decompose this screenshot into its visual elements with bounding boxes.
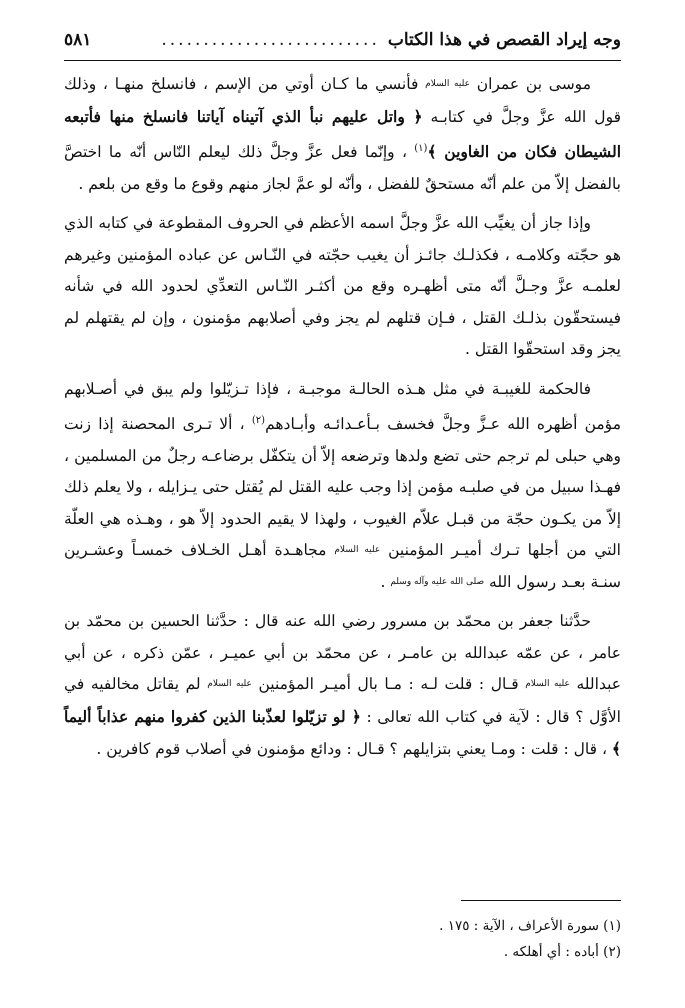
honorific: عليه السلام [334,545,381,556]
honorific: عليه السلام [425,79,470,89]
text-segment: لم يقاتل مخالفيه في الأوَّل ؟ قال : لآية في كتاب الله تعالى : [64,675,621,726]
text-segment: حدَّثنا جعفر بن محمّد بن مسرور رضي الله عنه قال : حدَّثنا الحسين بن محمّد بن عامر ، عن عمّه عبدالله بن عامـر ، عن محمّد بن أبي عميـر ، عمّن ذكره ، عن أبي عبدالله [64,612,621,694]
footnote-ref: (٢) [251,415,266,427]
footnotes [64,900,621,965]
text-segment: ، وإنّما فعل عزَّ وجلَّ ذلك ليعلم النّاس أنّه ما اختصَّ بالفضل إلاّ من علم أنّه مستحقٌ للفضل ، وأنّه لو عمَّ لجاز منهم وقوع ما وقع من بلعم . [64,143,621,193]
header-leader-dots: .......................... [161,30,380,50]
quran-quote: ﴿ واتل عليهم نبأ الذي آتيناه آياتنا فانسلخ منها فأتبعه الشيطان فكان من الغاوين ﴾ [64,106,621,162]
quran-quote: ﴿ لو تزيّلوا لعذّبنا الذين كفروا منهم عذاباً أليماً ﴾ [64,706,621,759]
honorific: عليه السلام [525,679,570,690]
header-title: وجه إيراد القصص في هذا الكتاب [387,30,621,50]
text-segment: قـال : قلت لـه : مـا بال أميـر المؤمنين [251,675,526,694]
footnote-rule [461,900,621,901]
footnote-ref: (١) [414,143,428,154]
honorific: عليه السلام [207,679,252,690]
paragraph-2 [64,208,621,366]
text-segment: ، قال : قلت : ومـا يعني بتزايلهم ؟ قـال : ودائع مؤمنون في أصلاب قوم كافرين . [96,740,612,759]
paragraph-4 [64,606,621,766]
text-segment: فالحكمة للغيبـة في مثل هـذه الحالـة موجبـة ، فإذا تـزيّلوا ولم يبق في أصـلابهم مؤمن أظهره الله عـزَّ وجلَّ فخسف بـأعـدائـه وأبـادهم [64,379,621,434]
footnote-1: (١) سورة الأعراف ، الآية : ١٧٥ . [439,918,621,934]
footnote-2: (٢) أباده : أي أهلكه . [503,944,621,960]
page-number: ٥٨١ [64,30,92,50]
main-text [64,69,621,766]
text-segment: مجاهـدة أهـل الخـلاف خمسـاً وعشـرين سنـة بعـد رسول الله [64,541,621,591]
paragraph-3 [64,374,621,599]
text-segment: ، ألا تـرى المحصنة إذا زنت وهي حبلى لم ترجم حتى تضع ولدها وترضعه إلاّ أن يتكفّل برضاعـه رجلٌ من المسلمين ، فهـذا سبيل من في صلبـه مؤمن إذا وجب عليه القتل لم يُقتل حتى يـزايله ، ولا يعلم ذلك إلاّ من يكـون حجّة من قبـل علاّم الغيوب ، ولهذا لا يقيم الحدود إلاّ هو ، وهـذه هي العلّة التي من أجلها تـرك أميـر المؤمنين [64,415,621,560]
header-rule [64,60,621,61]
running-header [64,30,621,56]
text-segment: موسى بن عمران [469,75,591,93]
text-segment: وإذا جاز أن يغيِّب الله عزَّ وجلَّ اسمه الأعظم في الحروف المقطوعة في كتابه الذي هو حجّته وكلامـه ، فكذلـك جائـز أن يغيب حجّته في النّـاس عن عباده المؤمنين وغيرهم لعلمـه عزَّ وجـلَّ أنّه متى أظهـره وقع من أكثـر النّـاس التعدِّي لحدود الله في شأنه فيستحقّون بذلـك القتل ، فـإن قتلهم لم يجز وفي أصلابهم مؤمنون ، وإن لم يقتهلم لم يجز وقد استحقّوا القتل . [64,214,621,359]
paragraph-1 [64,69,621,200]
text-segment: فأنسي ما كـان أوتي من الإسم ، فانسلخ منهـا ، وذلك قول الله عزَّ وجلَّ في كتابـه [64,75,621,126]
honorific: صلى الله عليه وآله وسلم [390,576,485,587]
text-segment: . [380,572,391,591]
